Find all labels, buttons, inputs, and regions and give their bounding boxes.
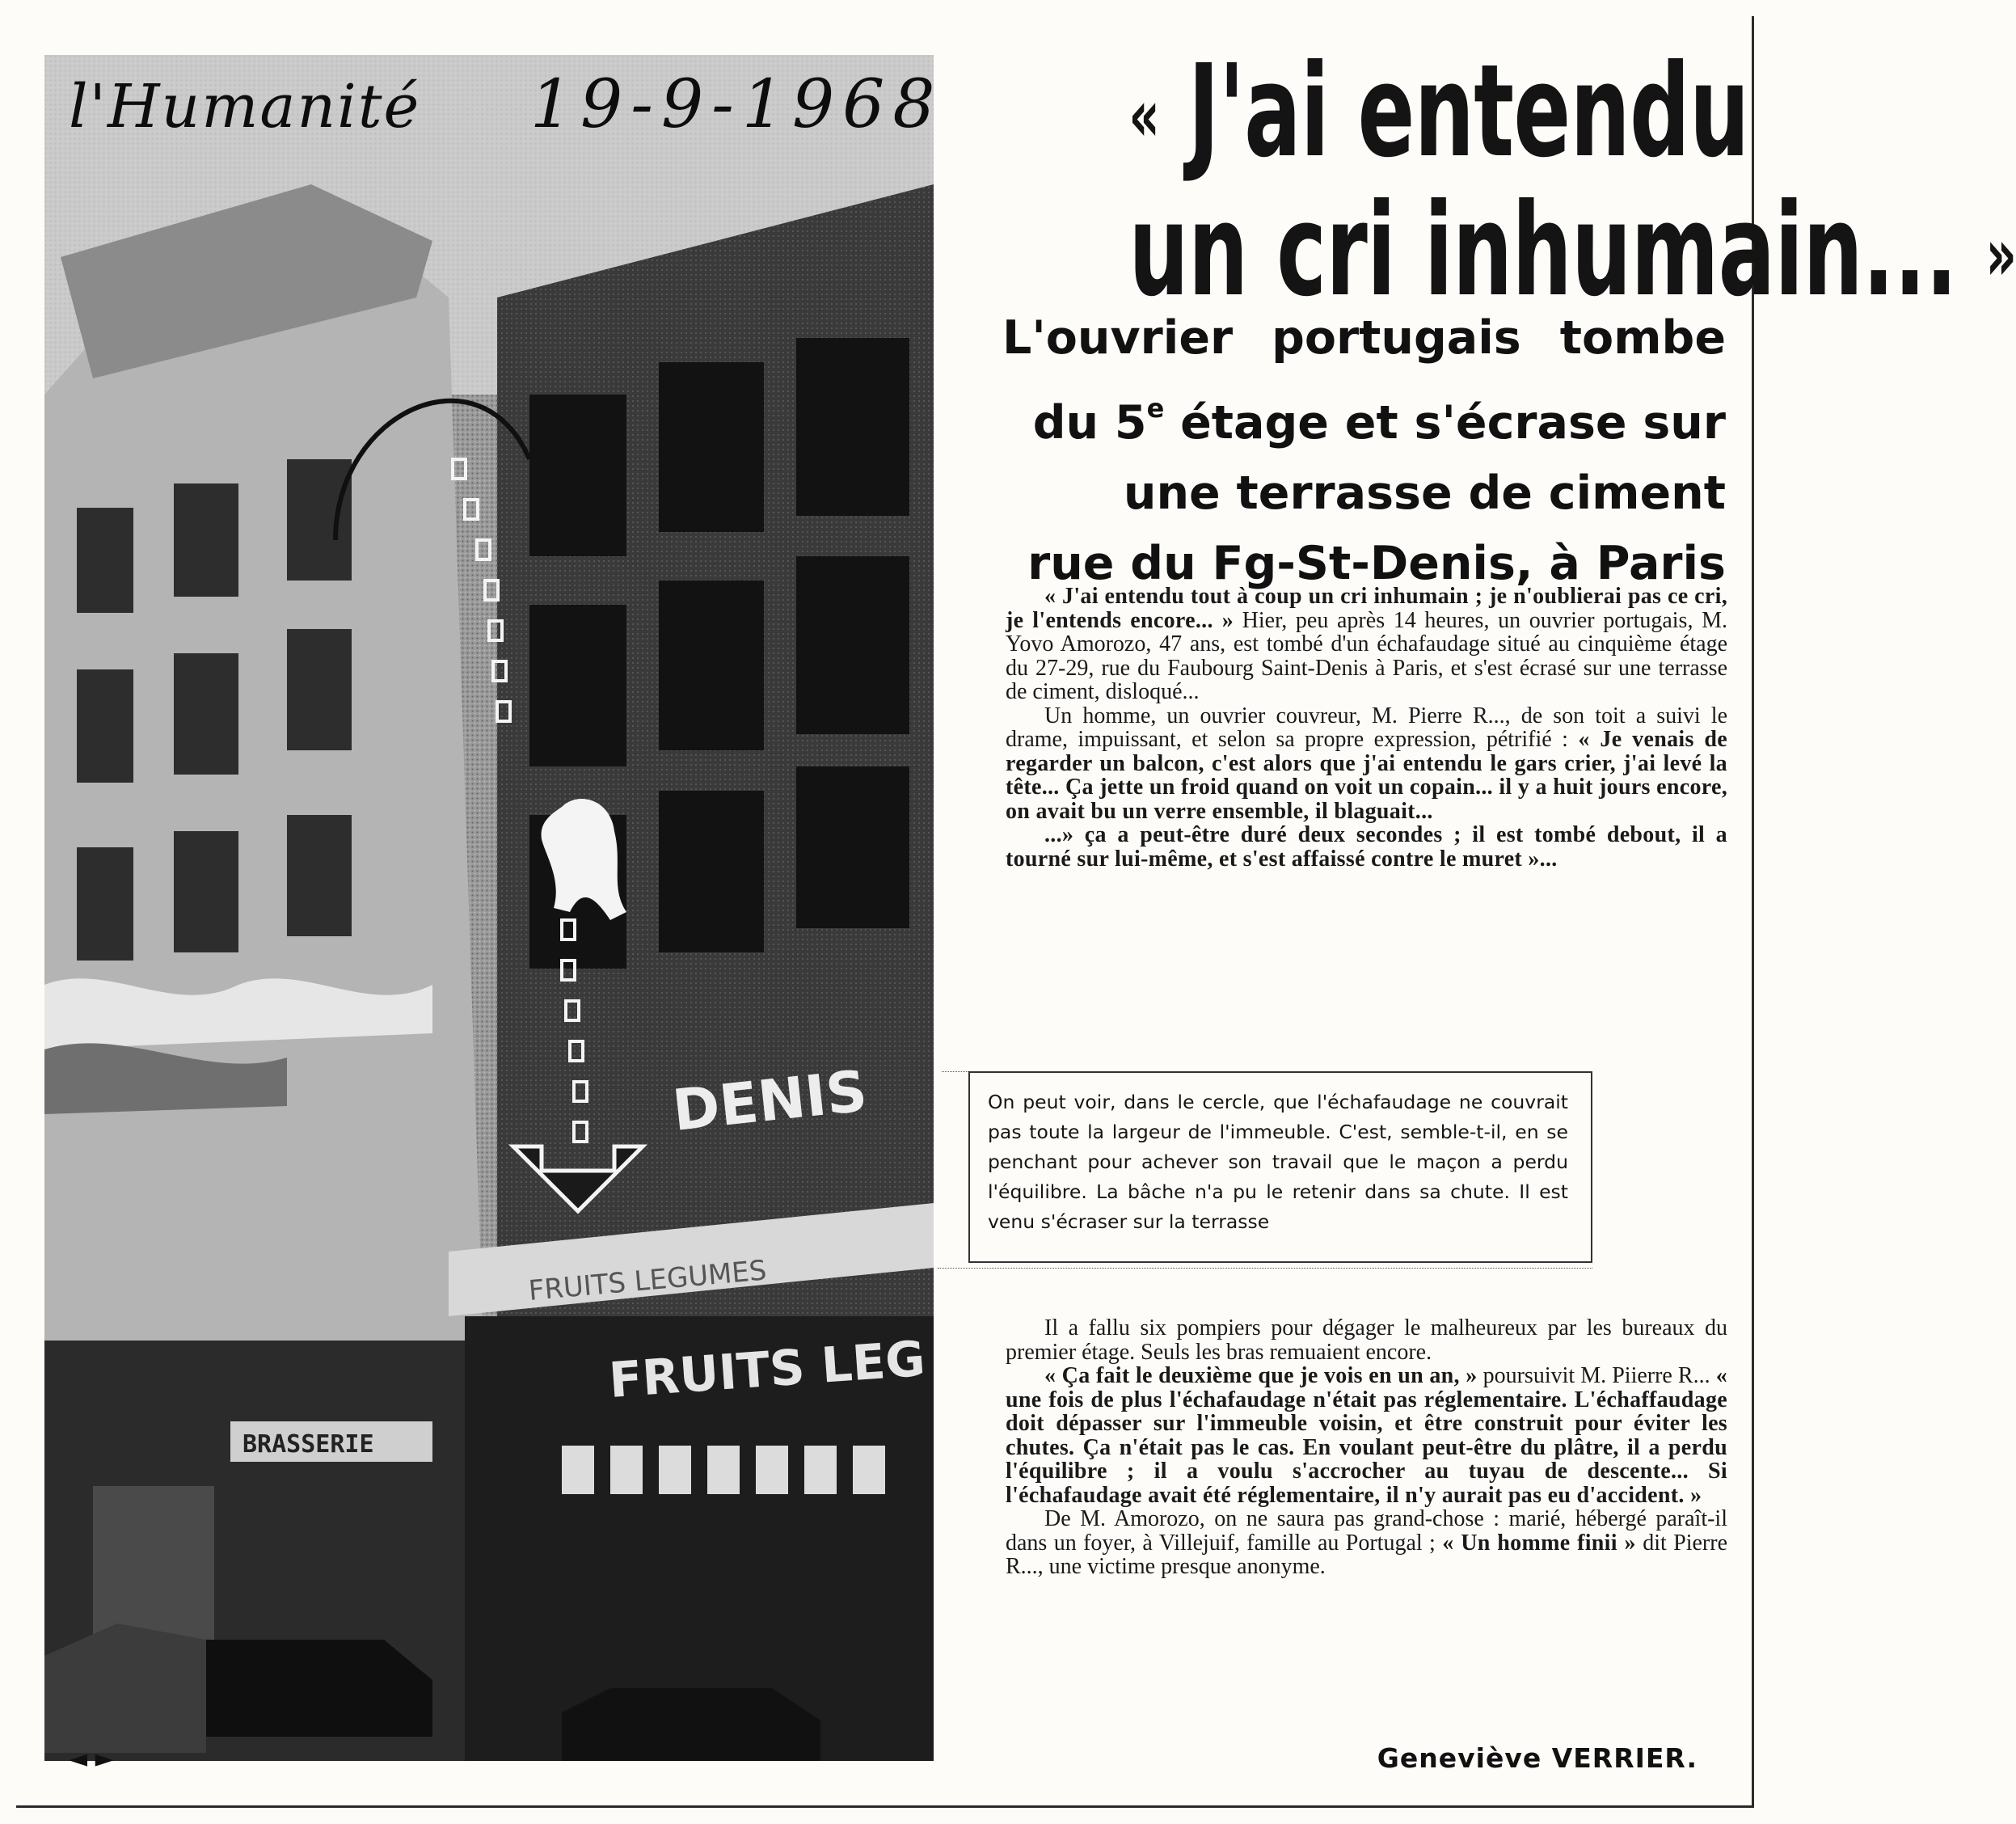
shopfront-sign-text: BRASSERIE — [243, 1430, 374, 1459]
headline — [1128, 37, 2016, 325]
paragraph-6: De M. Amorozo, on ne saura pas grand-chose : marié, hébergé paraît-il dans un foyer, à Villejuif, famille au Portugal ; « Un homme finii » dit Pierre R..., une victime presque anonyme. — [1006, 1506, 1728, 1579]
awning-sign-text: FRUITS LEGUMES — [527, 1254, 768, 1307]
opening-quote: « — [1128, 74, 1160, 158]
building-facade-illustration — [44, 55, 934, 1761]
article-body-top — [1006, 585, 1727, 871]
hotel-sign-text: DENIS — [669, 1058, 871, 1144]
article-body-bottom — [1006, 1316, 1727, 1579]
subhead-line-1: L'ouvrier portugais tombe — [1002, 311, 1726, 365]
photo-corner-mark: ◄ ► — [69, 1745, 114, 1773]
handwritten-annotation — [69, 66, 943, 163]
handwritten-date: 19-9-1968 — [529, 66, 943, 143]
subheadline — [1002, 303, 1726, 599]
caption-leader-rule — [942, 1071, 970, 1072]
paragraph-1: « J'ai entendu tout à coup un cri inhumain ; je n'oublierai pas ce cri, je l'entends encore... » Hier, peu après 14 heures, un ouvrier portugais, M. Yovo Amorozo, 47 ans, est tombé d'un échafaudage situé au cinquième étage du 27-29, rue du Faubourg Saint-Denis à Paris, et s'est écrasé sur une terrasse de ciment, disloqué... — [1006, 584, 1727, 704]
subhead-line-2: du 5e étage et s'écrase sur — [1032, 393, 1726, 450]
handwritten-source: l'Humanité — [69, 72, 421, 141]
paragraph-5: « Ça fait le deuxième que je vois en un an, » poursuivit M. Piierre R... « une fois de plus l'échafaudage n'était pas réglementaire. L'échaffaudage doit dépasser sur l'immeuble voisin, et être construit pour éviter les chutes. Ça n'était pas le cas. En voulant peut-être du plâtre, il a perdu l'équilibre ; il a voulu s'accrocher au tuyau de descente... Si l'échafaudage avait été réglementaire, il n'y aurait pas eu d'accident. » — [1006, 1363, 1728, 1508]
headline-line-1: « J'ai entendu — [1128, 37, 1749, 186]
news-photo — [44, 55, 934, 1761]
photo-caption: On peut voir, dans le cercle, que l'échafaudage ne couvrait pas toute la largeur de l'immeuble. C'est, semble-t-il, en se penchant pour achever son travail que le maçon a perdu l'équilibre. La bâche n'a pu le retenir dans sa chute. Il est venu s'écraser sur la terrasse — [968, 1071, 1592, 1263]
paragraph-4: Il a fallu six pompiers pour dégager le malheureux par les bureaux du premier étage. Seuls les bras remuaient encore. — [1006, 1315, 1727, 1365]
headline-line-2: un cri inhumain... » — [1128, 176, 2016, 325]
subhead-line-4: rue du Fg-St-Denis, à Paris — [1027, 537, 1726, 590]
paragraph-2: Un homme, un ouvrier couvreur, M. Pierre R..., de son toit a suivi le drame, impuissant, et selon sa propre expression, pétrifié : « Je venais de regarder un balcon, c'est alors que j'ai entendu le gars crier, j'ai levé la tête... Ça jette un froid quand on voit un copain... il y a huit jours encore, on avait bu un verre ensemble, il blaguait... — [1006, 703, 1727, 824]
caption-bottom-rule — [938, 1268, 1592, 1269]
author-signature: Geneviève VERRIER. — [1377, 1742, 1698, 1774]
paragraph-3: ...» ça a peut-être duré deux secondes ; il est tombé debout, il a tourné sur lui-même, et s'est affaissé contre le muret »... — [1006, 822, 1727, 872]
subhead-line-3: une terrasse de ciment — [1123, 467, 1726, 520]
closing-quote: » — [1985, 213, 2016, 298]
shop-sign-text: FRUITS LEG — [607, 1330, 927, 1409]
